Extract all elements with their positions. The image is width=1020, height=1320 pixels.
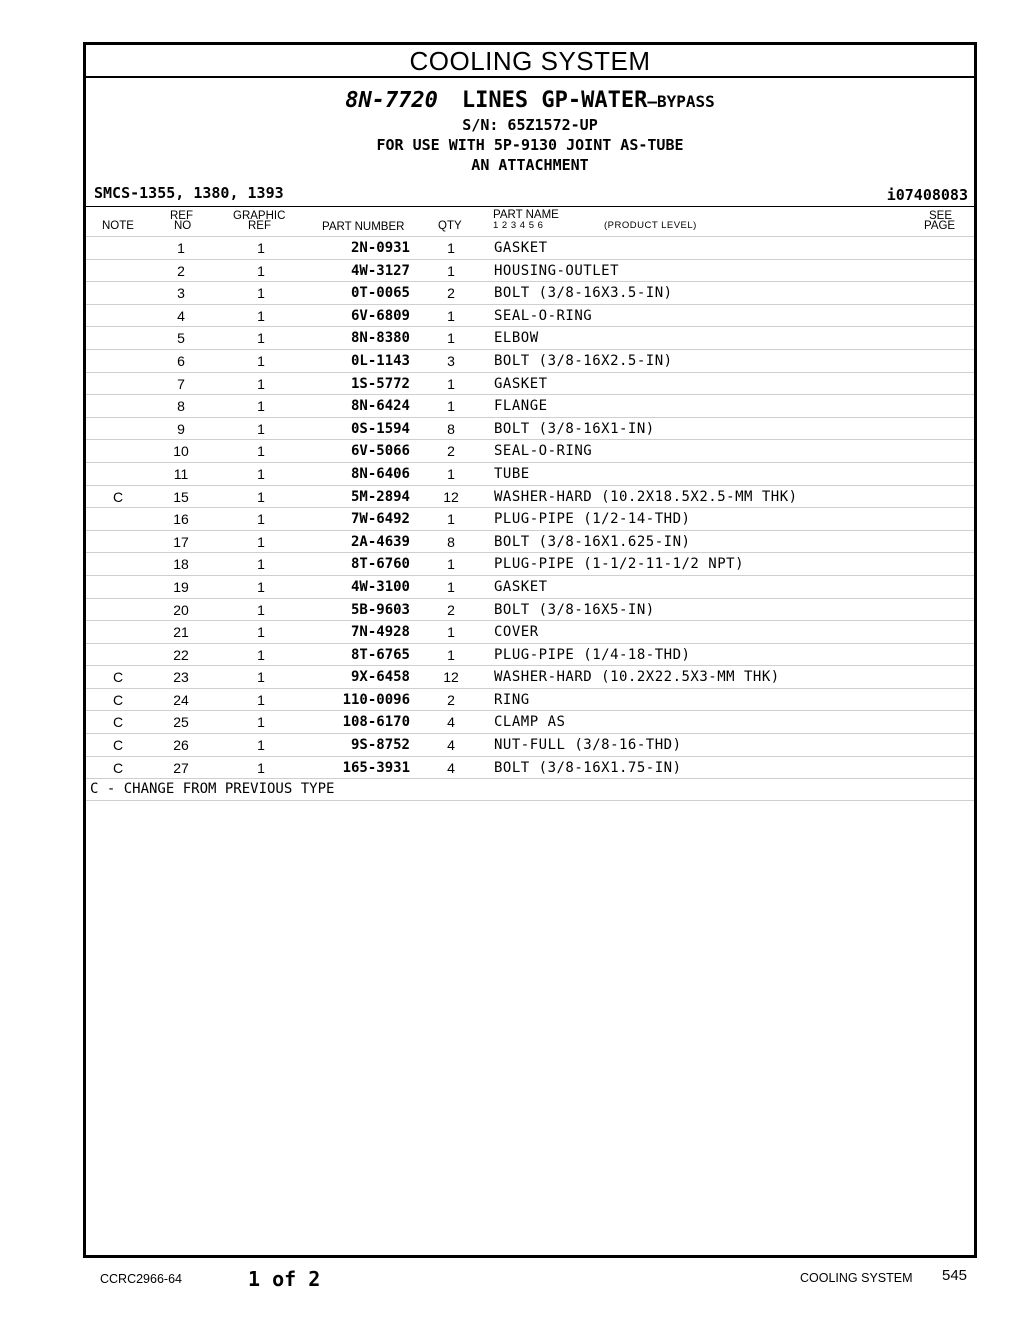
row-part-name: BOLT (3/8-16X1-IN) (494, 420, 655, 437)
row-part-name: PLUG-PIPE (1-1/2-11-1/2 NPT) (494, 556, 745, 573)
page-footer (0, 1262, 1020, 1292)
page-count: 1 of 2 (248, 1267, 321, 1291)
row-qty: 1 (447, 240, 455, 256)
table-row (86, 327, 974, 350)
row-qty: 4 (447, 714, 455, 731)
row-part-name: GASKET (494, 240, 548, 256)
row-graphic-ref: 1 (257, 578, 265, 595)
table-row (86, 689, 974, 712)
table-row (86, 644, 974, 667)
row-ref-no: 24 (173, 691, 189, 708)
row-graphic-ref: 1 (257, 511, 265, 528)
row-part-name: PLUG-PIPE (1/2-14-THD) (494, 511, 691, 528)
row-graphic-ref: 1 (257, 646, 265, 663)
row-graphic-ref: 1 (257, 624, 265, 641)
row-qty: 12 (443, 669, 459, 686)
row-part-name: RING (494, 691, 530, 708)
row-qty: 1 (447, 307, 455, 324)
col-graphic-bottom: REF (248, 220, 271, 232)
row-part-name: GASKET (494, 375, 548, 392)
table-row (86, 373, 974, 396)
row-part-name: BOLT (3/8-16X2.5-IN) (494, 352, 673, 369)
row-ref-no: 1 (177, 240, 185, 256)
group-name-suffix: —BYPASS (647, 92, 715, 111)
table-row (86, 282, 974, 305)
document-id: CCRC2966-64 (100, 1272, 182, 1286)
col-see-bottom: PAGE (924, 220, 956, 232)
row-graphic-ref: 1 (257, 307, 265, 324)
row-part-name: BOLT (3/8-16X1.75-IN) (494, 759, 682, 776)
row-part-name: COVER (494, 624, 539, 641)
row-ref-no: 6 (177, 352, 185, 369)
row-ref-no: 17 (173, 533, 189, 550)
table-row (86, 395, 974, 418)
row-part-number: 0L-1143 (350, 352, 410, 369)
row-qty: 1 (447, 262, 455, 279)
row-ref-no: 25 (173, 714, 189, 731)
row-part-name: HOUSING-OUTLET (494, 262, 620, 279)
row-part-number: 110-0096 (342, 691, 410, 708)
table-row (86, 734, 974, 757)
row-graphic-ref: 1 (257, 759, 265, 776)
row-part-number: 7N-4928 (350, 624, 410, 641)
row-note: C (112, 691, 124, 708)
row-qty: 2 (447, 285, 455, 302)
col-product-level: (PRODUCT LEVEL) (604, 220, 697, 231)
serial-number: S/N: 65Z1572-UP (462, 116, 598, 134)
group-header (86, 78, 974, 207)
row-graphic-ref: 1 (257, 691, 265, 708)
table-row (86, 260, 974, 283)
row-graphic-ref: 1 (257, 375, 265, 392)
row-part-name: WASHER-HARD (10.2X18.5X2.5-MM THK) (494, 488, 798, 505)
row-part-name: FLANGE (494, 398, 548, 415)
row-part-name: BOLT (3/8-16X3.5-IN) (494, 285, 673, 302)
row-qty: 1 (447, 330, 455, 347)
change-footnote: C - CHANGE FROM PREVIOUS TYPE (86, 779, 974, 801)
row-graphic-ref: 1 (257, 240, 265, 256)
row-graphic-ref: 1 (257, 262, 265, 279)
row-part-number: 2A-4639 (350, 533, 410, 550)
row-part-name: ELBOW (494, 330, 539, 347)
row-part-number: 9X-6458 (350, 669, 410, 686)
row-part-name: GASKET (494, 578, 548, 595)
row-part-number: 165-3931 (342, 759, 410, 776)
row-qty: 8 (447, 533, 455, 550)
row-qty: 4 (447, 737, 455, 754)
row-graphic-ref: 1 (257, 443, 265, 460)
row-part-number: 8N-8380 (350, 330, 410, 347)
row-part-number: 108-6170 (342, 714, 410, 731)
row-part-number: 8T-6765 (350, 646, 410, 663)
row-graphic-ref: 1 (257, 737, 265, 754)
row-qty: 3 (447, 352, 455, 369)
group-name: LINES GP-WATER (461, 88, 648, 113)
row-ref-no: 2 (177, 262, 185, 279)
row-part-number: 7W-6492 (350, 511, 410, 528)
table-row (86, 418, 974, 441)
table-row (86, 576, 974, 599)
row-part-number: 5M-2894 (350, 488, 410, 505)
col-ref-bottom: NO (174, 220, 192, 232)
row-graphic-ref: 1 (257, 285, 265, 302)
parts-list (86, 237, 974, 779)
row-graphic-ref: 1 (257, 556, 265, 573)
attachment-note: AN ATTACHMENT (471, 156, 589, 174)
row-graphic-ref: 1 (257, 601, 265, 618)
row-ref-no: 23 (173, 669, 189, 686)
row-part-number: 8N-6424 (350, 398, 410, 415)
table-row (86, 440, 974, 463)
row-qty: 8 (447, 420, 455, 437)
row-ref-no: 5 (177, 330, 185, 347)
row-part-name: SEAL-O-RING (494, 443, 593, 460)
row-ref-no: 11 (173, 465, 189, 482)
row-ref-no: 21 (173, 624, 189, 641)
table-row (86, 305, 974, 328)
row-qty: 1 (447, 646, 455, 663)
row-note: C (112, 669, 124, 686)
row-qty: 2 (447, 691, 455, 708)
table-row (86, 599, 974, 622)
col-see-top: SEE (929, 210, 953, 222)
table-row (86, 350, 974, 373)
row-qty: 1 (447, 375, 455, 392)
table-row (86, 711, 974, 734)
row-qty: 12 (443, 488, 459, 505)
row-qty: 1 (447, 624, 455, 641)
table-row (86, 621, 974, 644)
row-graphic-ref: 1 (257, 669, 265, 686)
col-note: NOTE (102, 220, 134, 232)
row-ref-no: 22 (173, 646, 189, 663)
row-part-name: SEAL-O-RING (494, 307, 593, 324)
row-qty: 1 (447, 578, 455, 595)
row-part-name: WASHER-HARD (10.2X22.5X3-MM THK) (494, 669, 780, 686)
row-ref-no: 27 (173, 759, 189, 776)
row-qty: 2 (447, 601, 455, 618)
table-row (86, 666, 974, 689)
footer-section: COOLING SYSTEM (800, 1271, 913, 1285)
row-ref-no: 10 (173, 443, 189, 460)
group-part-number: 8N-7720 (345, 88, 438, 113)
row-part-number: 0S-1594 (350, 420, 410, 437)
row-part-number: 4W-3100 (350, 578, 410, 595)
row-part-number: 1S-5772 (350, 375, 410, 392)
row-ref-no: 3 (177, 285, 185, 302)
table-row (86, 463, 974, 486)
row-part-number: 9S-8752 (350, 737, 410, 754)
col-qty: QTY (438, 220, 462, 232)
row-part-number: 0T-0065 (350, 285, 410, 302)
row-note: C (112, 737, 124, 754)
col-graphic-top: GRAPHIC (233, 210, 286, 222)
row-ref-no: 26 (173, 737, 189, 754)
column-headers (86, 207, 974, 237)
row-part-name: CLAMP AS (494, 714, 566, 731)
row-part-name: NUT-FULL (3/8-16-THD) (494, 737, 682, 754)
illustration-id: i07408083 (886, 186, 968, 204)
row-qty: 1 (447, 556, 455, 573)
row-note: C (112, 759, 124, 776)
row-graphic-ref: 1 (257, 488, 265, 505)
row-qty: 1 (447, 511, 455, 528)
group-title (86, 88, 974, 113)
table-row (86, 486, 974, 509)
row-graphic-ref: 1 (257, 330, 265, 347)
col-ref-top: REF (170, 210, 193, 222)
row-part-number: 2N-0931 (350, 240, 410, 256)
row-graphic-ref: 1 (257, 398, 265, 415)
row-part-number: 6V-6809 (350, 307, 410, 324)
row-ref-no: 9 (177, 420, 185, 437)
row-note: C (112, 714, 124, 731)
row-part-name: BOLT (3/8-16X5-IN) (494, 601, 655, 618)
row-ref-no: 20 (173, 601, 189, 618)
row-graphic-ref: 1 (257, 714, 265, 731)
row-graphic-ref: 1 (257, 352, 265, 369)
table-row (86, 531, 974, 554)
page-number: 545 (942, 1267, 968, 1284)
row-part-number: 5B-9603 (350, 601, 410, 618)
row-ref-no: 19 (173, 578, 189, 595)
row-ref-no: 4 (177, 307, 185, 324)
row-part-name: PLUG-PIPE (1/4-18-THD) (494, 646, 691, 663)
row-qty: 2 (447, 443, 455, 460)
row-part-name: TUBE (494, 465, 530, 482)
col-level-numbers: 1 2 3 4 5 6 (493, 220, 544, 231)
smcs-codes: SMCS-1355, 1380, 1393 (94, 184, 284, 202)
row-part-number: 8N-6406 (350, 465, 410, 482)
row-qty: 4 (447, 759, 455, 776)
use-with-note: FOR USE WITH 5P-9130 JOINT AS-TUBE (376, 136, 684, 154)
row-graphic-ref: 1 (257, 533, 265, 550)
row-part-number: 6V-5066 (350, 443, 410, 460)
table-row (86, 237, 974, 260)
section-title: COOLING SYSTEM (86, 45, 974, 78)
row-ref-no: 8 (177, 398, 185, 415)
parts-page-frame (83, 42, 977, 1258)
col-part-name: PART NAME (493, 209, 559, 221)
table-row (86, 508, 974, 531)
row-ref-no: 18 (173, 556, 189, 573)
row-graphic-ref: 1 (257, 465, 265, 482)
col-part-number: PART NUMBER (322, 221, 405, 233)
row-part-name: BOLT (3/8-16X1.625-IN) (494, 533, 691, 550)
row-qty: 1 (447, 398, 455, 415)
table-row (86, 553, 974, 576)
row-qty: 1 (447, 465, 455, 482)
row-ref-no: 7 (177, 375, 185, 392)
row-graphic-ref: 1 (257, 420, 265, 437)
row-part-number: 8T-6760 (350, 556, 410, 573)
row-ref-no: 15 (173, 488, 189, 505)
row-ref-no: 16 (173, 511, 189, 528)
row-note: C (112, 488, 124, 505)
row-part-number: 4W-3127 (350, 262, 410, 279)
table-row (86, 757, 974, 780)
